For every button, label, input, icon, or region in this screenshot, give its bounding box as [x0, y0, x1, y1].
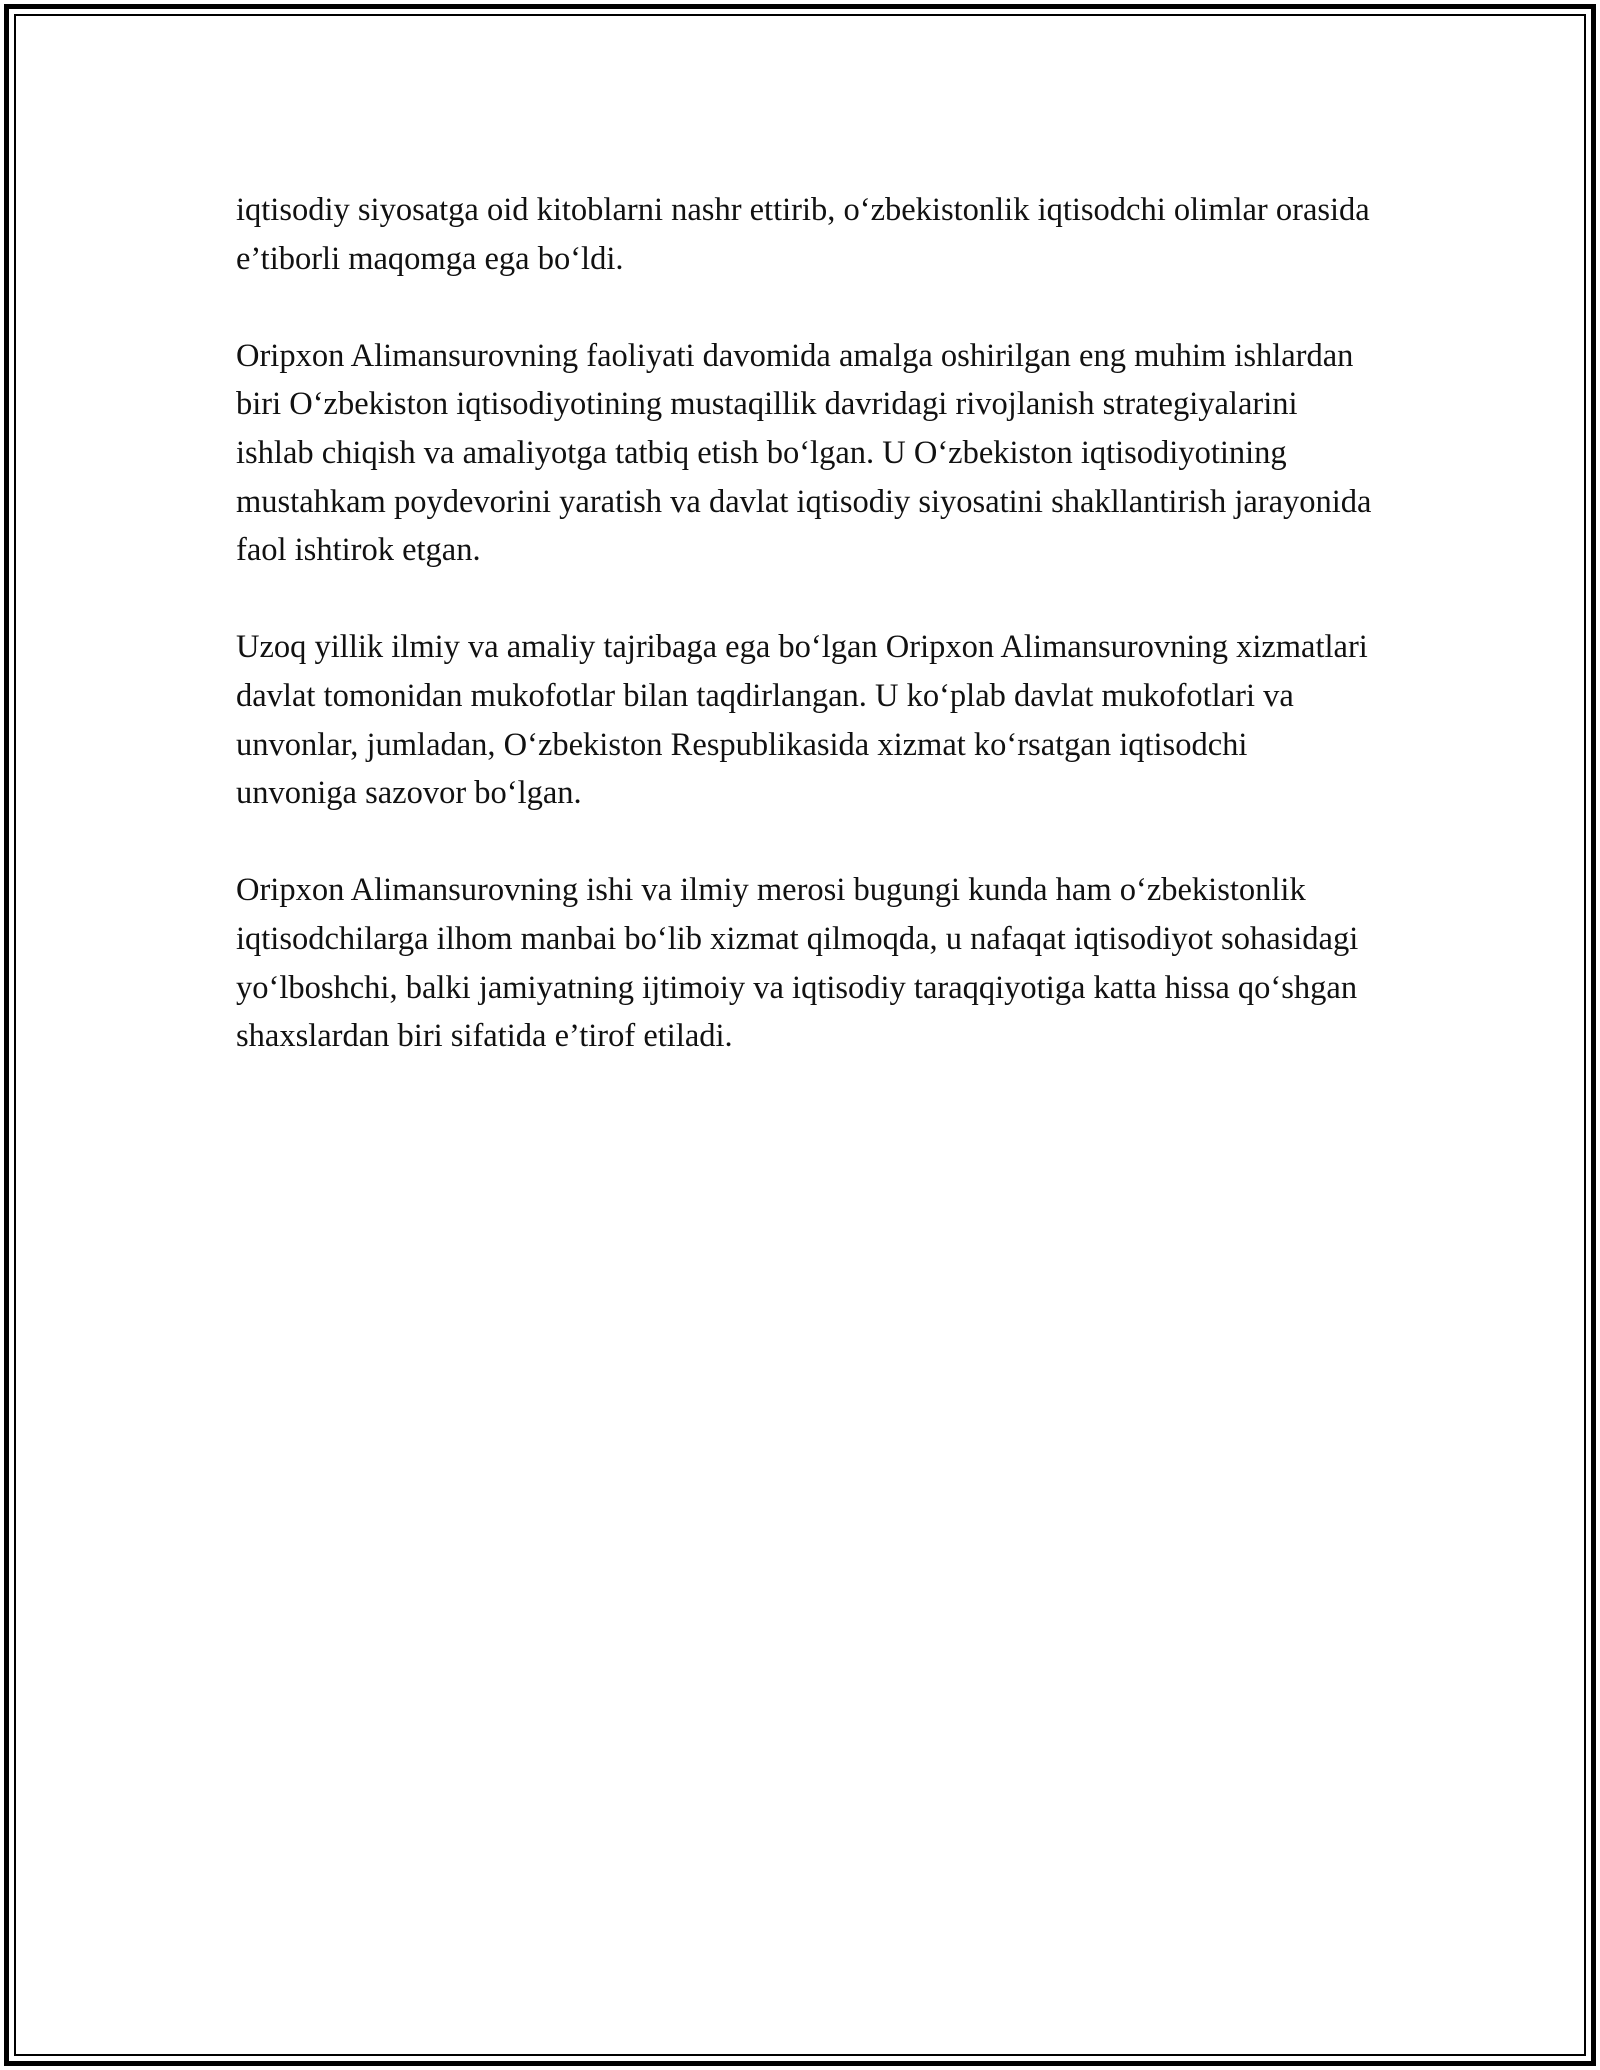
paragraph-3: Uzoq yillik ilmiy va amaliy tajribaga ega bo‘lgan Oripxon Alimansurovning xizmatlari davlat tomonidan mukofotlar bilan taqdirlangan. U ko‘plab davlat mukofotlari va unvonlar, jumladan, O‘zbekiston Respublikasida xizmat ko‘rsatgan iqtisodchi unvoniga sazovor bo‘lgan.: [236, 629, 1368, 812]
document-body: [236, 186, 1376, 1109]
paragraph-1: iqtisodiy siyosatga oid kitoblarni nashr ettirib, o‘zbekistonlik iqtisodchi olimlar orasida e’tiborli maqomga ega bo‘ldi.: [236, 192, 1370, 277]
paragraph-4: Oripxon Alimansurovning ishi va ilmiy merosi bugungi kunda ham o‘zbekistonlik iqtisodchilarga ilhom manbai bo‘lib xizmat qilmoqda, u nafaqat iqtisodiyot sohasidagi yo‘lboshchi, balki jamiyatning ijtimoiy va iqtisodiy taraqqiyotiga katta hissa qo‘shgan shaxslardan biri sifatida e’tirof etiladi.: [236, 872, 1359, 1055]
paragraph-2: Oripxon Alimansurovning faoliyati davomida amalga oshirilgan eng muhim ishlardan biri O‘zbekiston iqtisodiyotining mustaqillik davridagi rivojlanish strategiyalarini ishlab chiqish va amaliyotga tatbiq etish bo‘lgan. U O‘zbekiston iqtisodiyotining mustahkam poydevorini yaratish va davlat iqtisodiy siyosatini shakllantirish jarayonida faol ishtirok etgan.: [236, 337, 1372, 569]
